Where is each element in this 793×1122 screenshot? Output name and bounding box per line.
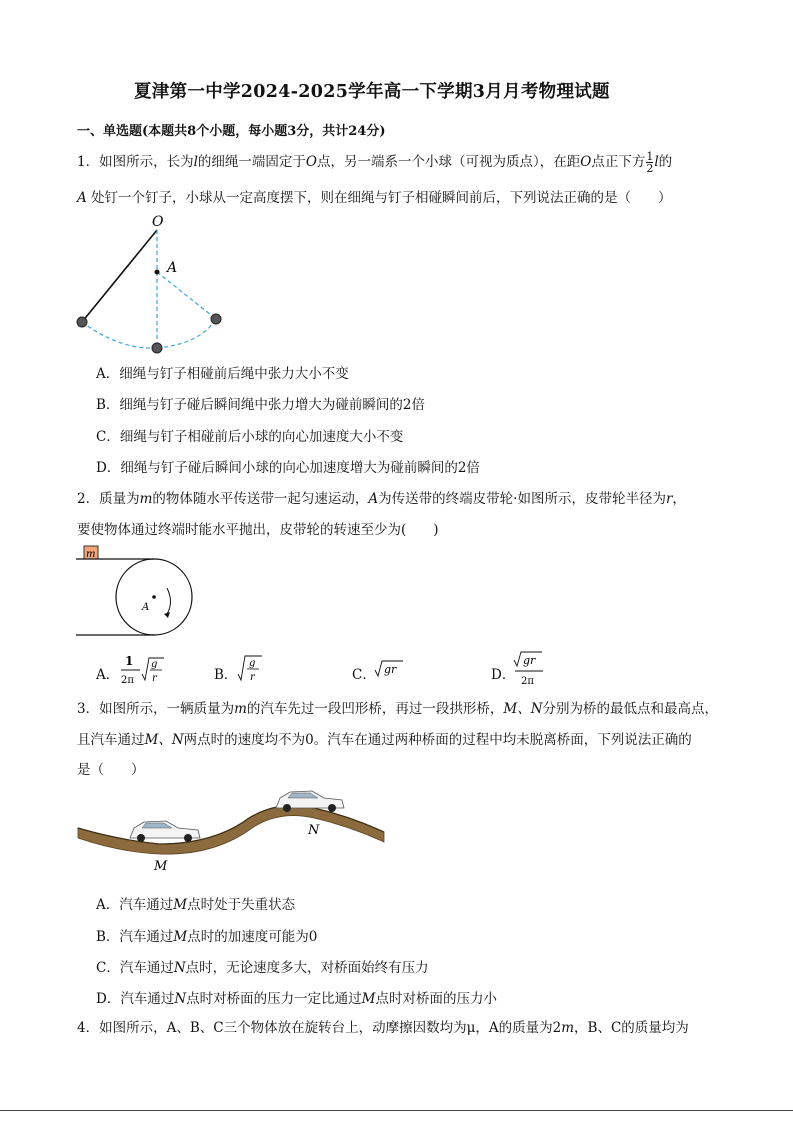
q2-text: 为传送带的终端皮带轮·如图所示，皮带轮半径为 (378, 491, 666, 507)
q2-var-A: A (368, 491, 379, 507)
option-text: A．汽车通过 (96, 897, 174, 913)
formula-denominator: 2π (521, 676, 534, 687)
ball-left (77, 317, 87, 327)
figure-label-O: O (152, 214, 164, 230)
q1-text: 处钉一个钉子，小球从一定高度摆下，则在细绳与钉子相碰瞬间前后，下列说法正确的是（ ） (91, 190, 672, 206)
option-text: 点时处于失重状态 (187, 897, 296, 913)
question-4-line-1 (77, 1016, 689, 1036)
q3-var-MN: M、N (503, 701, 543, 717)
q1-text: 1．如图所示，长为 (77, 154, 194, 170)
q3-text: 3．如图所示，一辆质量为 (77, 701, 235, 717)
option-text: C．汽车通过 (96, 960, 174, 976)
q3-text: 两点时的速度均不为0。汽车在通过两种桥面的过程中均未脱离桥面，下列说法正确的 (183, 732, 692, 748)
q1-option-c[interactable]: C．细绳与钉子相碰前后小球的向心加速度大小不变 (96, 429, 404, 445)
page-footer-line (0, 1110, 793, 1111)
q3-option-d[interactable] (96, 987, 497, 1007)
option-text: 点时对桥面的压力小 (375, 991, 497, 1007)
option-text: D．汽车通过 (96, 991, 175, 1007)
q2-text: ， (672, 491, 686, 507)
q2-option-b-label[interactable]: B． (214, 667, 238, 683)
option-text: 点时，无论速度多大，对桥面始终有压力 (185, 960, 429, 976)
q2-var-r: r (665, 491, 673, 507)
string-line (82, 230, 157, 322)
q3-text: 的汽车先过一段凹形桥，再过一段拱形桥， (246, 701, 504, 717)
formula-g: g (249, 658, 256, 669)
formula-gr: gr (384, 663, 397, 676)
q3-option-a[interactable] (96, 893, 295, 913)
q3-text: 分别为桥的最低点和最高点， (542, 701, 719, 717)
ball-right (211, 314, 221, 324)
q2-option-d-formula (512, 650, 548, 690)
block-label-m: m (86, 549, 96, 560)
q3-option-c[interactable] (96, 956, 429, 976)
question-3-line-2 (77, 728, 692, 748)
q3-var-MN: M、N (144, 732, 184, 748)
nail-point (155, 270, 160, 275)
pendulum-figure (70, 208, 240, 358)
fraction-numerator: 1 (646, 150, 654, 163)
swing-arc-small (157, 319, 216, 348)
option-text: 点时对桥面的压力一定比通过 (186, 991, 362, 1007)
q1-var-l: l (654, 154, 659, 170)
question-3-line-1 (77, 697, 718, 717)
section-heading: 一、单选题(本题共8个小题，每小题3分，共计24分) (77, 124, 386, 139)
q3-var-m: m (234, 701, 247, 717)
q3-option-b[interactable] (96, 925, 317, 945)
q2-text: 2．质量为 (77, 491, 140, 507)
q1-option-d[interactable]: D．细绳与钉子碰后瞬间小球的向心加速度增大为碰前瞬间的2倍 (96, 460, 480, 476)
formula-gr: gr (523, 654, 536, 667)
q2-option-c-label[interactable]: C． (352, 667, 376, 683)
q1-text: 点，另一端系一个小球（可视为质点），在距 (317, 154, 581, 170)
q2-option-c-formula (373, 658, 407, 682)
rotation-arrow (167, 588, 171, 614)
option-text: B．汽车通过 (96, 929, 174, 945)
q4-text: 4．如图所示，A、B、C三个物体放在旋转台上，动摩擦因数均为 (77, 1020, 467, 1036)
question-2-line-1 (77, 487, 686, 507)
q1-option-a[interactable]: A．细绳与钉子相碰前后绳中张力大小不变 (96, 366, 349, 382)
bridge-label-M: M (154, 859, 168, 874)
q2-option-b-formula (236, 650, 266, 690)
pulley-center (152, 595, 156, 599)
road-surface (78, 806, 384, 855)
figure-label-A: A (167, 260, 178, 276)
nail-dashed-line (157, 272, 216, 319)
bridge-label-N: N (308, 823, 320, 838)
q1-option-b[interactable]: B．细绳与钉子碰后瞬间绳中张力增大为碰前瞬间的2倍 (96, 397, 426, 413)
q1-var-l: l (193, 154, 198, 170)
option-var: M (173, 929, 188, 945)
option-var: M (361, 991, 376, 1007)
q4-text: ，B、C的质量均为 (574, 1020, 689, 1036)
q2-option-a-label[interactable]: A． (96, 667, 120, 683)
q3-text: 且汽车通过 (77, 732, 145, 748)
q2-text: 的物体随水平传送带一起匀速运动， (152, 491, 369, 507)
car-at-M (130, 821, 200, 842)
question-2-line-2: 要使物体通过终端时能水平抛出，皮带轮的转速至少为( ) (77, 522, 439, 538)
question-1-line-2 (77, 186, 672, 206)
option-var: N (174, 991, 187, 1007)
swing-arc-large (82, 322, 157, 348)
formula-r: r (152, 673, 157, 684)
option-var: N (173, 960, 186, 976)
ball-bottom (152, 343, 162, 353)
q1-text: 点正下方 (591, 154, 646, 170)
question-1-line-1 (77, 150, 672, 174)
q1-var-O: O (580, 154, 592, 170)
formula-numerator: 1 (125, 654, 134, 668)
formula-denominator: 2π (121, 675, 134, 686)
option-var: M (173, 897, 188, 913)
q2-option-a-formula (120, 650, 170, 690)
bridge-figure (74, 778, 390, 878)
fraction-denominator: 2 (646, 162, 654, 175)
q4-text: ，A的质量为2 (475, 1020, 562, 1036)
q1-fraction (646, 151, 653, 174)
q1-text: 的细绳一端固定于 (197, 154, 306, 170)
rotation-arrowhead (164, 612, 170, 618)
formula-g: g (151, 659, 158, 670)
formula-r: r (250, 672, 255, 683)
q1-var-A: A (77, 190, 87, 206)
question-3-line-3: 是（ ） (77, 762, 145, 778)
page-title: 夏津第一中学2024-2025学年高一下学期3月月考物理试题 (134, 82, 610, 102)
q4-var-mu: μ (466, 1020, 476, 1036)
option-text: 点时的加速度可能为0 (187, 929, 318, 945)
q4-var-m: m (561, 1020, 575, 1036)
q1-text: 的 (658, 154, 673, 170)
q2-option-d-label[interactable]: D． (491, 667, 516, 683)
q2-var-m: m (139, 491, 153, 507)
pulley-label-A: A (142, 602, 150, 613)
q1-var-O: O (305, 154, 317, 170)
conveyor-figure (72, 544, 202, 640)
